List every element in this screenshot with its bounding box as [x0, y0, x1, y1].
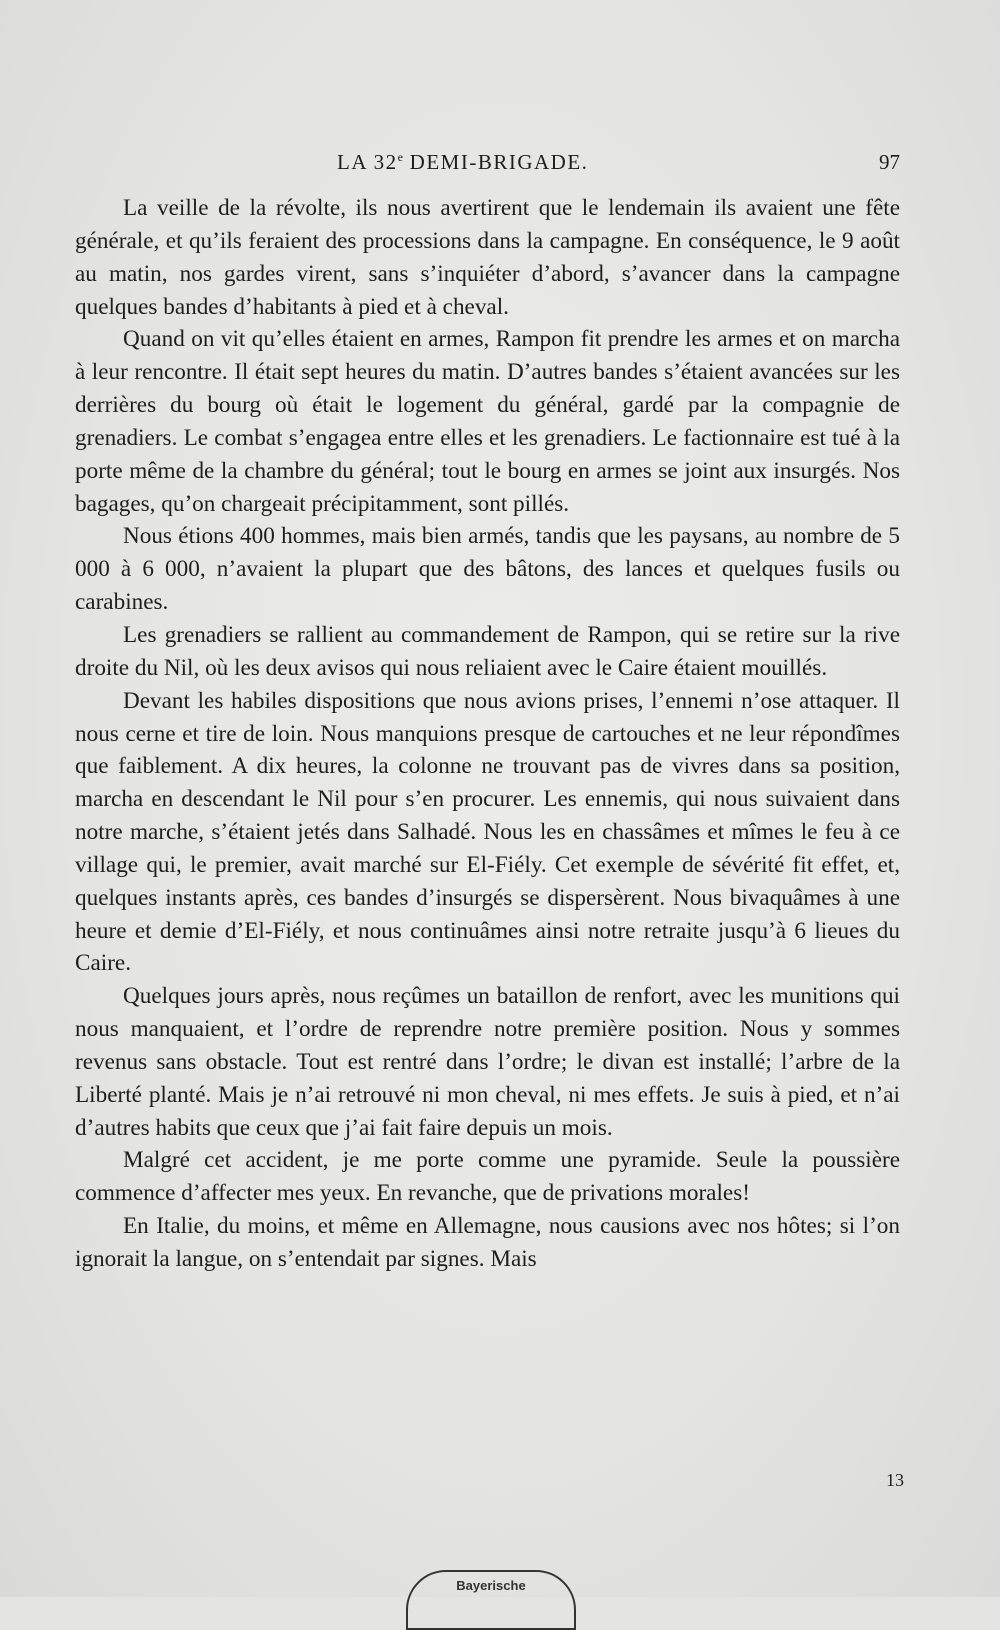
running-title-superscript: e	[397, 150, 403, 164]
paragraph-4: Les grenadiers se rallient au commandement de Rampon, qui se retire sur la rive droite du Nil, où les deux avisos qui nous reliaient avec le Caire étaient mouillés.	[75, 621, 900, 681]
page-number: 97	[879, 150, 900, 174]
paragraph-1: La veille de la révolte, ils nous avertirent que le lendemain ils avaient une fête générale, et qu’ils feraient des processions dans la campagne. En conséquence, le 9 août au matin, nos gardes virent, sans s’inquiéter d’abord, s’avancer dans la campagne quelques bandes d’habitants à pied et à cheval.	[75, 195, 900, 320]
library-stamp-text: Bayerische	[456, 1578, 526, 1593]
signature-mark: 13	[886, 1470, 904, 1490]
paragraph-2: Quand on vit qu’elles étaient en armes, Rampon fit prendre les armes et on marcha à leur rencontre. Il était sept heures du matin. D’autres bandes s’étaient avancées sur les derrières du bourg où était le logement du général, gardé par la compagnie de grenadiers. Le combat s’engagea entre elles et les grenadiers. Le factionnaire est tué à la porte même de la chambre du général; tout le bourg en armes se joint aux insurgés. Nos bagages, qu’on chargeait précipitamment, sont pillés.	[75, 326, 900, 517]
body-text	[75, 192, 900, 1276]
library-stamp	[406, 1570, 576, 1630]
paragraph-5: Devant les habiles dispositions que nous avions prises, l’ennemi n’ose attaquer. Il nous cerne et tire de loin. Nous manquions presque de cartouches et ne leur répondîmes que faiblement. A dix heures, la colonne ne trouvant pas de vivres dans sa position, marcha en descendant le Nil pour s’en procurer. Les ennemis, qui nous suivaient dans notre marche, s’étaient jetés dans Salhadé. Nous les en chassâmes et mîmes le feu à ce village qui, le premier, avait marché sur El-Fiély. Cet exemple de sévérité fit effet, et, quelques instants après, ces bandes d’insurgés se dispersèrent. Nous bivaquâmes à une heure et demie d’El-Fiély, et nous continuâmes ainsi notre retraite jusqu’à 6 lieues du Caire.	[75, 687, 900, 977]
running-title	[337, 150, 588, 175]
paragraph-3: Nous étions 400 hommes, mais bien armés, tandis que les paysans, au nombre de 5 000 à 6 000, n’avaient la plupart que des bâtons, des lances et quelques fusils ou carabines.	[75, 523, 900, 616]
paragraph-7: Malgré cet accident, je me porte comme une pyramide. Seule la poussière commence d’affecter mes yeux. En revanche, que de privations morales!	[75, 1147, 900, 1207]
running-title-prefix: LA 32	[337, 150, 398, 174]
running-head	[75, 150, 900, 180]
paragraph-6: Quelques jours après, nous reçûmes un bataillon de renfort, avec les munitions qui nous manquaient, et l’ordre de reprendre notre première position. Nous y sommes revenus sans obstacle. Tout est rentré dans l’ordre; le divan est installé; l’arbre de la Liberté planté. Mais je n’ai retrouvé ni mon cheval, ni mes effets. Je suis à pied, et n’ai d’autres habits que ceux que j’ai fait faire depuis un mois.	[75, 983, 900, 1141]
running-title-suffix: DEMI-BRIGADE.	[402, 150, 589, 174]
paragraph-8: En Italie, du moins, et même en Allemagne, nous causions avec nos hôtes; si l’on ignorait la langue, on s’entendait par signes. Mais	[75, 1213, 900, 1272]
